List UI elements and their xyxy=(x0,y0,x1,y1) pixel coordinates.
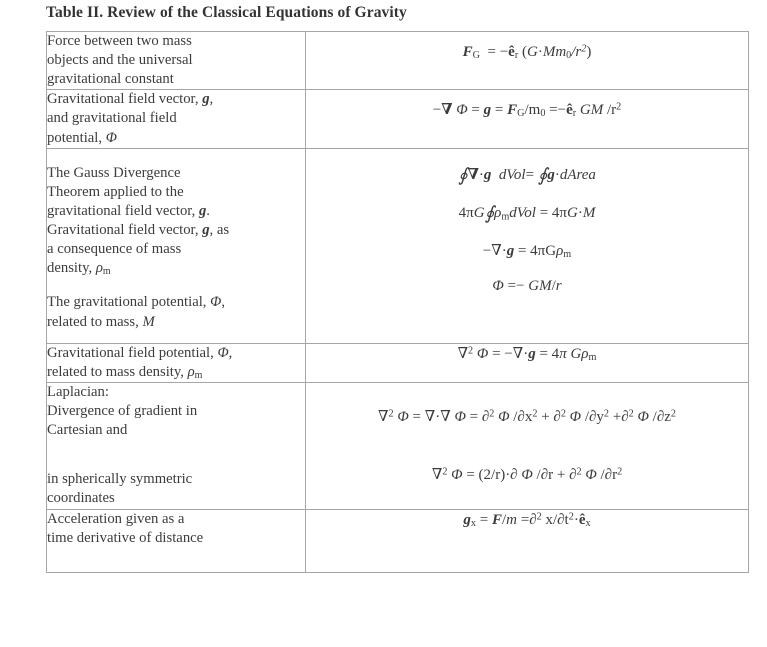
table-row xyxy=(47,509,749,572)
equation: −∇·g = 4πGρ$_m$ xyxy=(482,243,572,261)
equation: ∇$^2$ Φ = −∇·g = 4π $G\rho_m$ xyxy=(457,345,597,363)
equation: $4\pi G∮\rho_mdVol = 4\pi G\cdot M$ xyxy=(458,203,596,225)
desc-line: Gravitational field vector, g, xyxy=(47,91,214,108)
table-row xyxy=(47,382,749,509)
equation: ∇$^2$ Φ = (2/r)·∂ Φ /∂r + ∂$^2$ Φ $/\partial r^2$ xyxy=(431,466,623,484)
equation: $F_G$ = $-ê_r$ $(G\cdot Mm_0/r^2)$ xyxy=(462,43,592,62)
desc-line: Laplacian: xyxy=(47,383,109,400)
desc-line: time derivative of distance xyxy=(47,529,204,546)
desc-line: coordinates xyxy=(47,490,115,507)
equation: ∇$^2$ Φ = ∇·∇ Φ = ∂$^2$ Φ $/\partial x^2 + \partial^2$ Φ $/\partial y^2 +\partial^2$ Φ $/\partial z^2$ xyxy=(378,408,676,425)
row-equations-potential-mass-density xyxy=(306,343,749,382)
desc-line: related to mass density, $\rho_m$ xyxy=(47,363,203,381)
row-equations-gauss-divergence-theorem xyxy=(306,148,749,343)
equation: Φ =− GM/r xyxy=(492,278,562,295)
desc-line: Cartesian and xyxy=(47,422,128,439)
row-equations-acceleration-time-derivative xyxy=(306,509,749,572)
desc-line: density, $\rho_m$ xyxy=(47,260,111,278)
table-row xyxy=(47,90,749,148)
row-equations-force-universal-constant xyxy=(306,32,749,90)
desc-line: gravitational constant xyxy=(47,71,174,88)
table-row xyxy=(47,148,749,343)
equation: $g_x = F/m =\partial^2$ $x/\partial t^2\cdot ê_x$ xyxy=(463,510,591,529)
desc-line: Force between two mass xyxy=(47,33,192,49)
table-caption: Table II. Review of the Classical Equations of Gravity xyxy=(46,4,407,21)
table-row xyxy=(47,343,749,382)
equation: −∇ $\Phi = g = F_G/m_0$ $=-ê_r$ GM $/r^2$ xyxy=(432,101,622,120)
desc-line: The Gauss Divergence xyxy=(47,164,181,181)
equation: ∮∇·g dVol= ∮g·dArea xyxy=(458,164,596,186)
desc-line: in spherically symmetric xyxy=(47,471,193,488)
desc-line: Divergence of gradient in xyxy=(47,403,198,420)
desc-line: objects and the universal xyxy=(47,52,193,69)
row-equations-field-vector-and-potential xyxy=(306,90,749,148)
desc-line: Gravitational field vector, g, as xyxy=(47,221,230,238)
desc-line: Gravitational field potential, Φ, xyxy=(47,344,233,361)
desc-line: and gravitational field xyxy=(47,110,177,127)
row-equations-laplacian xyxy=(306,382,749,509)
row-description-laplacian xyxy=(47,382,306,509)
desc-line: related to mass, M xyxy=(47,313,155,330)
row-description-force-universal-constant xyxy=(47,32,306,90)
desc-line: Theorem applied to the xyxy=(47,183,184,200)
row-description-gauss-divergence-theorem xyxy=(47,148,306,343)
desc-line: The gravitational potential, Φ, xyxy=(47,294,225,311)
desc-line: a consequence of mass xyxy=(47,241,182,258)
row-description-field-vector-and-potential xyxy=(47,90,306,148)
desc-line: potential, Φ xyxy=(47,129,117,146)
desc-line: Acceleration given as a xyxy=(47,510,185,527)
desc-line: gravitational field vector, g. xyxy=(47,202,210,219)
gravity-equations-table xyxy=(46,31,749,573)
table-row xyxy=(47,32,749,90)
row-description-potential-mass-density xyxy=(47,343,306,382)
row-description-acceleration-time-derivative xyxy=(47,509,306,572)
